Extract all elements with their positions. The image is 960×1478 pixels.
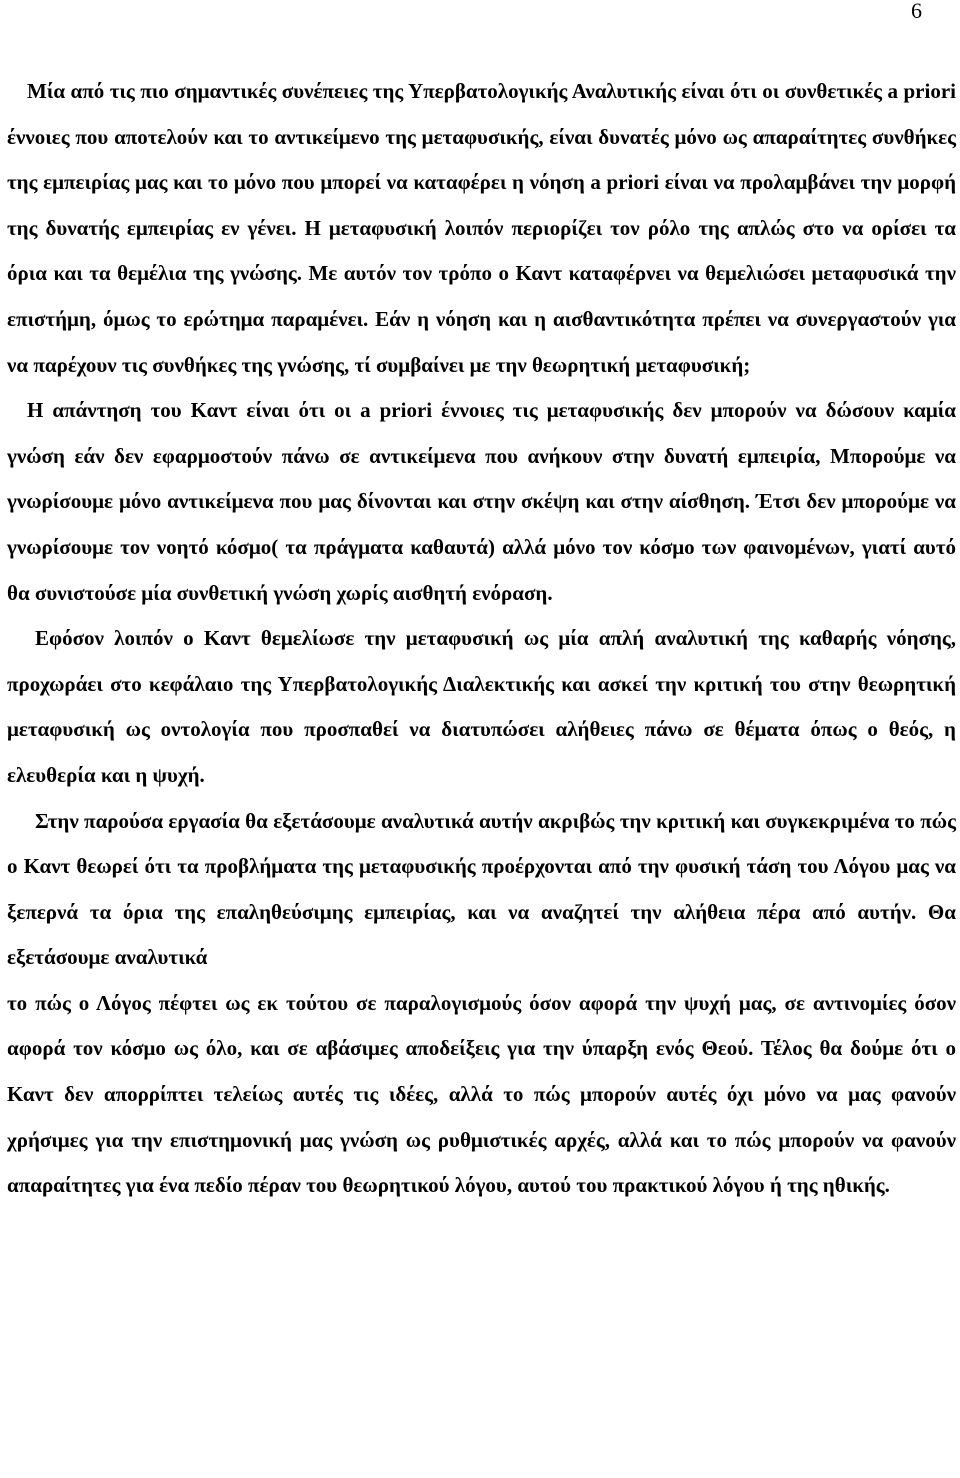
paragraph-4: Στην παρούσα εργασία θα εξετάσουμε αναλυτικά αυτήν ακριβώς την κριτική και συγκεκριμένα το πώς ο Καντ θεωρεί ότι τα προβλήματα της μεταφυσικής προέρχονται από την φυσική τάση του Λόγου μας να ξεπερνά τα όρια της επαληθεύσιμης εμπειρίας, και να αναζητεί την αλήθεια πέρα από αυτήν. Θα εξετάσουμε αναλυτικά <box>7 808 956 970</box>
page-number: 6 <box>911 0 922 23</box>
paragraph-3: Εφόσον λοιπόν ο Καντ θεμελίωσε την μεταφυσική ως μία απλή αναλυτική της καθαρής νόησης, προχωράει στο κεφάλαιο της Υπερβατολογικής Διαλεκτικής και ασκεί την κριτική του στην θεωρητική μεταφυσική ως οντολογία που προσπαθεί να διατυπώσει αλήθειες πάνω σε θέματα όπως ο θεός, η ελευθερία και η ψυχή. <box>7 626 956 787</box>
paragraph-2: Η απάντηση του Καντ είναι ότι οι a priori έννοιες τις μεταφυσικής δεν μπορούν να δώσουν καμία γνώση εάν δεν εφαρμοστούν πάνω σε αντικείμενα που ανήκουν στην δυνατή εμπειρία, Μπορούμε να γνωρίσουμε μόνο αντικείμενα που μας δίνονται και στην σκέψη και στην αίσθηση. Έτσι δεν μπορούμε να γνωρίσουμε τον νοητό κόσμο( τα πράγματα καθαυτά) αλλά μόνο τον κόσμο των φαινομένων, γιατί αυτό θα συνιστούσε μία συνθετική γνώση χωρίς αισθητή ενόραση. <box>7 398 956 605</box>
body-text <box>7 69 956 1209</box>
paragraph-1: Μία από τις πιο σημαντικές συνέπειες της Υπερβατολογικής Αναλυτικής είναι ότι οι συνθετικές a priori έννοιες που αποτελούν και το αντικείμενο της μεταφυσικής, είναι δυνατές μόνο ως απαραίτητες συνθήκες της εμπειρίας μας και το μόνο που μπορεί να καταφέρει η νόηση a priori είναι να προλαμβάνει την μορφή της δυνατής εμπειρίας εν γένει. Η μεταφυσική λοιπόν περιορίζει τον ρόλο της απλώς στο να ορίσει τα όρια και τα θεμέλια της γνώσης. Με αυτόν τον τρόπο ο Καντ καταφέρνει να θεμελιώσει μεταφυσικά την επιστήμη, όμως το ερώτημα παραμένει. Εάν η νόηση και η αισθαντικότητα πρέπει να συνεργαστούν για να παρέχουν τις συνθήκες της γνώσης, τί συμβαίνει με την θεωρητική μεταφυσική; <box>7 79 956 377</box>
paragraph-5: το πώς ο Λόγος πέφτει ως εκ τούτου σε παραλογισμούς όσον αφορά την ψυχή μας, σε αντινομίες όσον αφορά τον κόσμο ως όλο, και σε αβάσιμες αποδείξεις για την ύπαρξη ενός Θεού. Τέλος θα δούμε ότι ο Καντ δεν απορρίπτει τελείως αυτές τις ιδέες, αλλά το πώς μπορούν αυτές όχι μόνο να μας φανούν χρήσιμες για την επιστημονική μας γνώση ως ρυθμιστικές αρχές, αλλά και το πώς μπορούν να φανούν απαραίτητες για ένα πεδίο πέραν του θεωρητικού λόγου, αυτού του πρακτικού λόγου ή της ηθικής. <box>7 990 956 1198</box>
